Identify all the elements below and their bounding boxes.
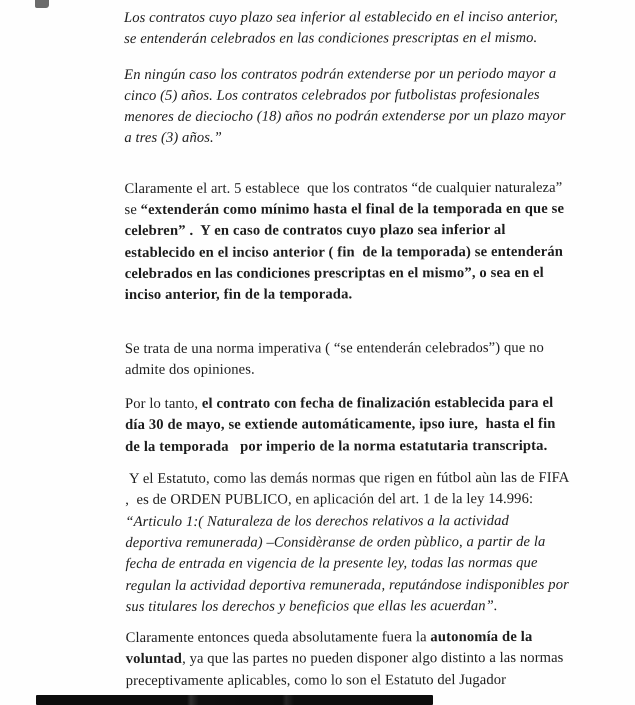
text-run: Se trata de una norma imperativa ( “se entenderán celebrados”) que no admite dos opiniones. <box>124 339 548 378</box>
paragraph-conclusion <box>125 393 569 458</box>
text-block <box>124 7 573 692</box>
paragraph-statute-quote-1 <box>124 7 568 51</box>
text-run: Los contratos cuyo plazo sea inferior al establecido en el inciso anterior, se entenderán celebrados en las condiciones prescriptas en el mismo. <box>124 8 562 48</box>
text-run-italic: “Articulo 1:( Naturaleza de los derechos relativos a la actividad deportiva remunerada) –Considèranse de orden pùblico, a partir de la fecha de entrada en vigencia de la presente ley, todas las normas que regulan la actividad deportiva remunerada, reputándose indisponibles por sus titulares los derechos y beneficios que ellas les acuerdan”. <box>125 512 573 615</box>
paragraph-argument-2 <box>125 337 569 381</box>
text-run: Por lo tanto, <box>125 395 202 413</box>
scan-artifact-mark <box>35 0 49 8</box>
text-run: Claramente el art. 5 establece que los contratos “de cualquier naturaleza” se <box>124 179 570 219</box>
paragraph-argument-1 <box>124 178 568 307</box>
text-run-bold: “extenderán como mínimo hasta el final de la temporada en que se celebren” . Y en caso de contratos cuyo plazo sea inferior al establecido en el inciso anterior ( fin de la temporada) se entenderán celebrados en las condiciones prescriptas en el mismo”, o sea en el inciso anterior, fin de la temporada. <box>124 200 568 304</box>
text-run: Claramente entonces queda absolutamente fuera la <box>125 629 431 647</box>
paragraph-legal-basis <box>125 468 573 618</box>
text-run: , ya que las partes no pueden disponer algo distinto a las normas preceptivamente aplicables, como lo son el Estatuto del Jugador <box>125 650 568 689</box>
scan-artifact-bar <box>36 695 433 705</box>
text-run-bold: el contrato con fecha de finalización establecida para el día 30 de mayo, se extiende automáticamente, ipso iure, hasta el fin de la temporada por imperio de la norma estatutaria transcripta. <box>125 395 560 455</box>
paragraph-argument-3 <box>126 627 570 692</box>
text-run: Y el Estatuto, como las demás normas que rigen en fútbol aùn las de FIFA , es de ORDEN PUBLICO, en aplicación del art. 1 de la ley 14.996: <box>125 469 573 509</box>
text-run: En ningún caso los contratos podrán extenderse por un periodo mayor a cinco (5) años. Los contratos celebrados por futbolistas profesionales menores de dieciocho (18) años no podrán extenderse por un plazo mayor a tres (3) años.” <box>124 65 570 147</box>
text-run-bold: autonomía de la voluntad <box>125 629 537 668</box>
paragraph-statute-quote-2 <box>124 63 568 149</box>
